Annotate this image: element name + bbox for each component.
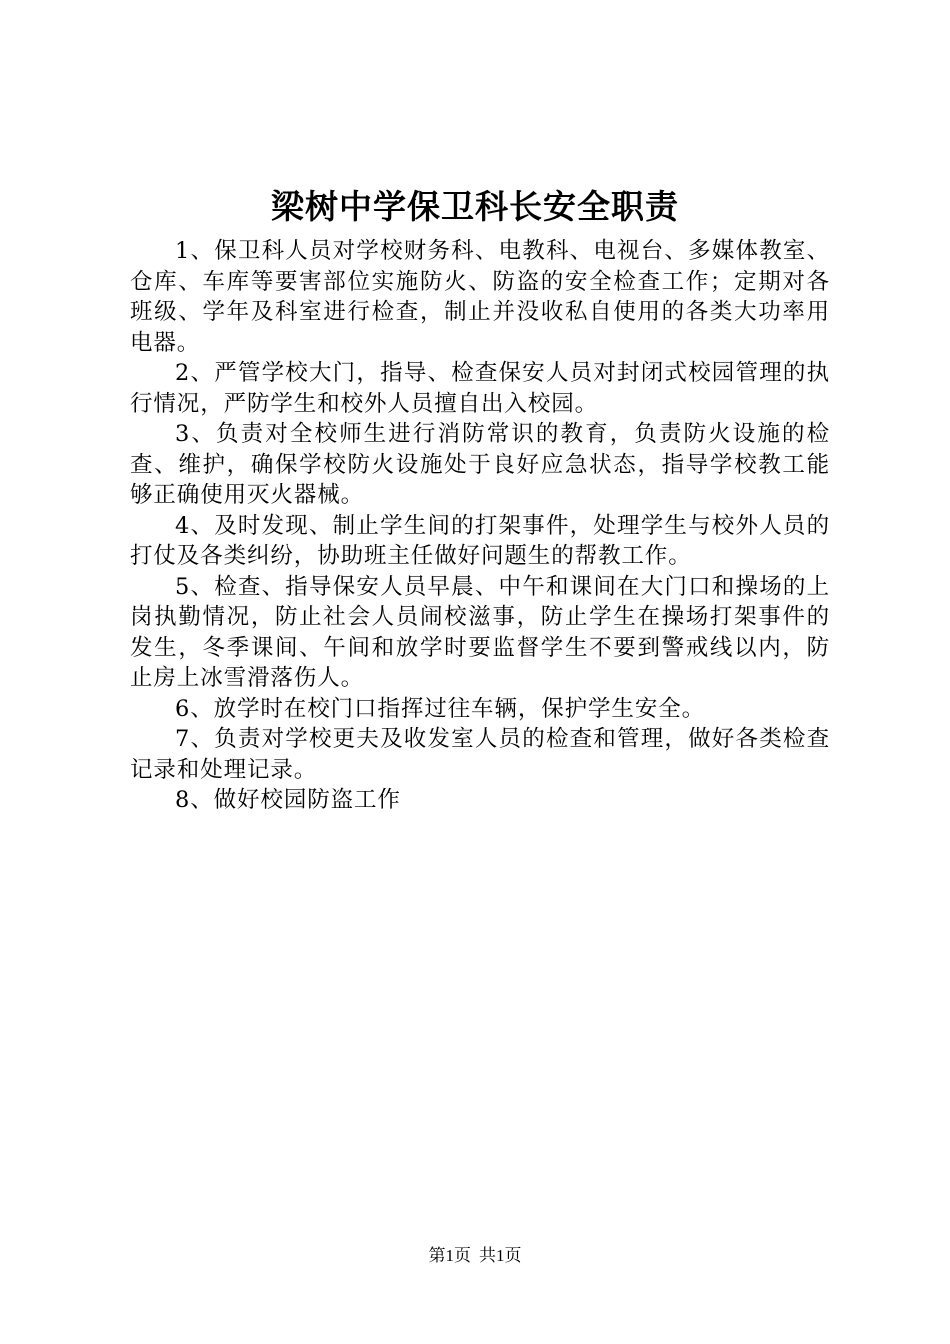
paragraph-2: 2、严管学校大门，指导、检查保安人员对封闭式校园管理的执行情况，严防学生和校外人员擅自出入校园。 (130, 360, 830, 417)
document-title: 梁树中学保卫科长安全职责 (271, 187, 679, 226)
paragraph-3: 3、负责对全校师生进行消防常识的教育，负责防火设施的检查、维护，确保学校防火设施处于良好应急状态，指导学校教工能够正确使用灭火器械。 (130, 421, 830, 508)
paragraph-7: 7、负责对学校更夫及收发室人员的检查和管理，做好各类检查记录和处理记录。 (130, 726, 830, 783)
page-number-current: 第1页 (428, 1246, 471, 1265)
page-footer (0, 1244, 950, 1268)
paragraph-1: 1、保卫科人员对学校财务科、电教科、电视台、多媒体教室、仓库、车库等要害部位实施防火、防盗的安全检查工作；定期对各班级、学年及科室进行检查，制止并没收私自使用的各类大功率用电器。 (130, 238, 830, 356)
page-number-total: 共1页 (479, 1246, 522, 1265)
paragraph-5: 5、检查、指导保安人员早晨、中午和课间在大门口和操场的上岗执勤情况，防止社会人员闹校滋事，防止学生在操场打架事件的发生，冬季课间、午间和放学时要监督学生不要到警戒线以内，防止房上冰雪滑落伤人。 (130, 573, 830, 691)
paragraph-6: 6、放学时在校门口指挥过往车辆，保护学生安全。 (175, 695, 706, 722)
document-body (130, 236, 830, 816)
paragraph-8: 8、做好校园防盗工作 (175, 787, 401, 813)
paragraph-4: 4、及时发现、制止学生间的打架事件，处理学生与校外人员的打仗及各类纠纷，协助班主任做好问题生的帮教工作。 (130, 512, 830, 569)
